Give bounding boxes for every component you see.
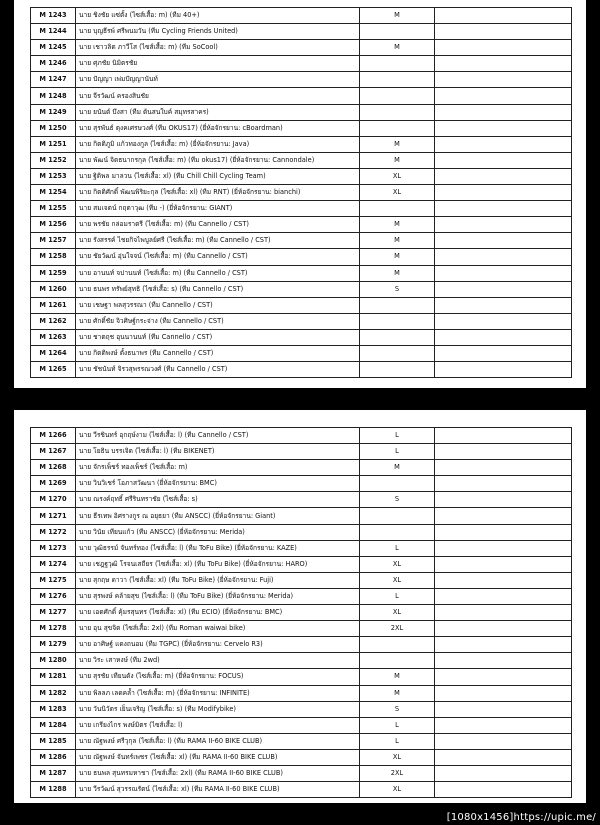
rider-number-cell: M 1261 <box>31 297 76 313</box>
table-row <box>31 40 572 56</box>
shirt-size-cell <box>360 345 435 361</box>
shirt-size-cell <box>360 201 435 217</box>
empty-cell <box>435 444 572 460</box>
shirt-size-cell: M <box>360 217 435 233</box>
shirt-size-cell <box>360 329 435 345</box>
rider-number-cell: M 1260 <box>31 281 76 297</box>
rider-name-cell: นาย ชาตฤช อุนนานนท์ (ทีม Cannello / CST) <box>76 329 360 345</box>
rider-name-cell: นาย จักรเพ็ชร์ ทองเพ็ชร์ (ไซส์เสื้อ: m) <box>76 460 360 476</box>
empty-cell <box>435 233 572 249</box>
shirt-size-cell: M <box>360 136 435 152</box>
rider-name-cell: นาย ณรงค์ฤทธิ์ ศรีรินทราชัย (ไซส์เสื้อ: s) <box>76 492 360 508</box>
table-row <box>31 749 572 765</box>
rider-number-cell: M 1258 <box>31 249 76 265</box>
rider-name-cell: นาย สมเจตน์ กฤตาวุฒ (ทีม -) (ยี่ห้อจักรยาน: GIANT) <box>76 201 360 217</box>
rider-name-cell: นาย เชษฐา พลสุวรรณา (ทีม Cannello / CST) <box>76 297 360 313</box>
empty-cell <box>435 24 572 40</box>
shirt-size-cell: 2XL <box>360 765 435 781</box>
shirt-size-cell: XL <box>360 556 435 572</box>
empty-cell <box>435 56 572 72</box>
rider-number-cell: M 1282 <box>31 685 76 701</box>
rider-name-cell: นาย วินัย เทียนแก้ว (ทีม ANSCC) (ยี่ห้อจักรยาน: Merida) <box>76 524 360 540</box>
empty-cell <box>435 749 572 765</box>
shirt-size-cell: L <box>360 588 435 604</box>
rider-number-cell: M 1244 <box>31 24 76 40</box>
rider-number-cell: M 1264 <box>31 345 76 361</box>
rider-number-cell: M 1251 <box>31 136 76 152</box>
rider-number-cell: M 1247 <box>31 72 76 88</box>
empty-cell <box>435 168 572 184</box>
shirt-size-cell: L <box>360 540 435 556</box>
empty-cell <box>435 265 572 281</box>
rider-number-cell: M 1273 <box>31 540 76 556</box>
shirt-size-cell: XL <box>360 749 435 765</box>
table-row <box>31 168 572 184</box>
rider-name-cell: นาย จีรวัฒน์ ครองสินชัย <box>76 88 360 104</box>
rider-name-cell: นาย ศุภชัย นิมิตรชัย <box>76 56 360 72</box>
shirt-size-cell <box>360 524 435 540</box>
table-row <box>31 717 572 733</box>
empty-cell <box>435 313 572 329</box>
table-row <box>31 460 572 476</box>
table-row <box>31 233 572 249</box>
rider-number-cell: M 1245 <box>31 40 76 56</box>
rider-name-cell: นาย วีรวัฒน์ สุวรรณรัตน์ (ไซส์เสื้อ: xl) (ทีม RAMA II-60 BIKE CLUB) <box>76 782 360 798</box>
table-row <box>31 476 572 492</box>
shirt-size-cell: XL <box>360 605 435 621</box>
rider-name-cell: นาย อุน สุขจิต (ไซส์เสื้อ: 2xl) (ทีม Roman waiwai bike) <box>76 621 360 637</box>
rider-name-cell: นาย พัฒน์ จิตธนากรกุล (ไซส์เสื้อ: m) (ทีม okus17) (ยี่ห้อจักรยาน: Cannondale) <box>76 152 360 168</box>
empty-cell <box>435 540 572 556</box>
table-row <box>31 653 572 669</box>
rider-name-cell: นาย โยธิน บรรเจิด (ไซส์เสื้อ: l) (ทีม BIKENET) <box>76 444 360 460</box>
rider-number-cell: M 1267 <box>31 444 76 460</box>
empty-cell <box>435 297 572 313</box>
table-row <box>31 72 572 88</box>
shirt-size-cell <box>360 72 435 88</box>
rider-name-cell: นาย สุกฤษ ดาวา (ไซส์เสื้อ: xl) (ทีม ToFu Bike) (ยี่ห้อจักรยาน: Fuji) <box>76 572 360 588</box>
rider-name-cell: นาย ชิงชัย แซ่ตั้ง (ไซส์เสื้อ: m) (ทีม 40+) <box>76 8 360 24</box>
empty-cell <box>435 120 572 136</box>
table-row <box>31 345 572 361</box>
shirt-size-cell: M <box>360 265 435 281</box>
empty-cell <box>435 733 572 749</box>
rider-number-cell: M 1274 <box>31 556 76 572</box>
empty-cell <box>435 476 572 492</box>
rider-name-cell: นาย เชฎฐวุฒิ โรจนเสถียร (ไซส์เสื้อ: xl) (ทีม ToFu Bike) (ยี่ห้อจักรยาน: HARO) <box>76 556 360 572</box>
rider-number-cell: M 1266 <box>31 428 76 444</box>
rider-number-cell: M 1276 <box>31 588 76 604</box>
rider-name-cell: นาย พิลลภ เลดคล้ำ (ไซส์เสื้อ: m) (ยี่ห้อจักรยาน: INFINITE) <box>76 685 360 701</box>
image-size-watermark: [1080x1456]https://upic.me/ <box>446 812 596 823</box>
registration-table-1 <box>30 7 572 378</box>
table-row <box>31 281 572 297</box>
shirt-size-cell: M <box>360 669 435 685</box>
shirt-size-cell: XL <box>360 572 435 588</box>
rider-name-cell: นาย กิตติภูมิ แก้วทองกูล (ไซส์เสื้อ: m) (ยี่ห้อจักรยาน: Java) <box>76 136 360 152</box>
table-row <box>31 588 572 604</box>
rider-name-cell: นาย ศักดิ์ชัย จิวศิษฐ์กระจ่าง (ทีม Cannello / CST) <box>76 313 360 329</box>
rider-number-cell: M 1268 <box>31 460 76 476</box>
empty-cell <box>435 40 572 56</box>
rider-name-cell: นาย พรชัย กล่อมราตรี (ไซส์เสื้อ: m) (ทีม Cannello / CST) <box>76 217 360 233</box>
rider-number-cell: M 1284 <box>31 717 76 733</box>
empty-cell <box>435 460 572 476</box>
rider-name-cell: นาย รังสรรค์ ไชยกิจไพบูลย์ศรี (ไซส์เสื้อ: m) (ทีม Cannello / CST) <box>76 233 360 249</box>
shirt-size-cell: XL <box>360 782 435 798</box>
rider-number-cell: M 1280 <box>31 653 76 669</box>
table-row <box>31 24 572 40</box>
rider-name-cell: นาย เกรียงไกร พงษ์มิตร (ไซส์เสื้อ: l) <box>76 717 360 733</box>
rider-name-cell: นาย วีรชินทร์ อุกฤษ์งาม (ไซส์เสื้อ: l) (ทีม Cannello / CST) <box>76 428 360 444</box>
table-row <box>31 428 572 444</box>
rider-name-cell: นาย วุฒิธรรม์ จันทร์ทอง (ไซส์เสื้อ: l) (ทีม ToFu Bike) (ยี่ห้อจักรยาน: KAZE) <box>76 540 360 556</box>
rider-number-cell: M 1243 <box>31 8 76 24</box>
rider-name-cell: นาย ธีรเทพ อิศรางกูร ณ อยุธยา (ทีม ANSCC) (ยี่ห้อจักรยาน: Giant) <box>76 508 360 524</box>
rider-name-cell: นาย วินวิเชร์ โอภาสวัฒนา (ยี่ห้อจักรยาน: BMC) <box>76 476 360 492</box>
shirt-size-cell <box>360 508 435 524</box>
rider-number-cell: M 1279 <box>31 637 76 653</box>
rider-number-cell: M 1248 <box>31 88 76 104</box>
rider-number-cell: M 1275 <box>31 572 76 588</box>
table-row <box>31 297 572 313</box>
rider-name-cell: นาย บุญธีรพ์ ศรีพนมวัน (ทีม Cycling Friends United) <box>76 24 360 40</box>
empty-cell <box>435 653 572 669</box>
table-row <box>31 733 572 749</box>
rider-number-cell: M 1253 <box>31 168 76 184</box>
rider-name-cell: นาย ฐิติพล มาลวน (ไซส์เสื้อ: xl) (ทีม Chill Chill Cycling Team) <box>76 168 360 184</box>
shirt-size-cell: M <box>360 233 435 249</box>
registration-table-2 <box>30 427 572 798</box>
shirt-size-cell <box>360 637 435 653</box>
rider-name-cell: นาย กิตติศักดิ์ พัฒนพิริยะกุล (ไซส์เสื้อ: xl) (ทีม RNT) (ยี่ห้อจักรยาน: bianchi) <box>76 185 360 201</box>
rider-name-cell: นาย อาศิษฐ์ แดงถนอม (ทีม TGPC) (ยี่ห้อจักรยาน: Cervelo R3) <box>76 637 360 653</box>
rider-number-cell: M 1270 <box>31 492 76 508</box>
shirt-size-cell: S <box>360 281 435 297</box>
rider-name-cell: นาย ชัยวัฒน์ อุ่นใจจน์ (ไซส์เสื้อ: m) (ทีม Cannello / CST) <box>76 249 360 265</box>
rider-number-cell: M 1256 <box>31 217 76 233</box>
table-row <box>31 540 572 556</box>
rider-number-cell: M 1281 <box>31 669 76 685</box>
empty-cell <box>435 72 572 88</box>
rider-name-cell: นาย ชัชนันท์ จิรวสุพรรณวงศ์ (ทีม Cannello / CST) <box>76 362 360 378</box>
rider-name-cell: นาย ณัฐพงษ์ จันทร์เพชร (ไซส์เสื้อ: xl) (ทีม RAMA II-60 BIKE CLUB) <box>76 749 360 765</box>
empty-cell <box>435 588 572 604</box>
empty-cell <box>435 88 572 104</box>
empty-cell <box>435 217 572 233</box>
rider-name-cell: นาย อานนท์ จปานนท์ (ไซส์เสื้อ: m) (ทีม Cannello / CST) <box>76 265 360 281</box>
table-row <box>31 637 572 653</box>
rider-name-cell: นาย ธนพร ทรัพย์สุทธิ (ไซส์เสื้อ: s) (ทีม Cannello / CST) <box>76 281 360 297</box>
rider-number-cell: M 1259 <box>31 265 76 281</box>
rider-name-cell: นาย กิตติพงษ์ ตั้งธนาพร (ทีม Cannello / CST) <box>76 345 360 361</box>
empty-cell <box>435 201 572 217</box>
empty-cell <box>435 685 572 701</box>
table-row <box>31 444 572 460</box>
table-row <box>31 701 572 717</box>
shirt-size-cell: L <box>360 717 435 733</box>
table-row <box>31 265 572 281</box>
empty-cell <box>435 717 572 733</box>
table-row <box>31 313 572 329</box>
rider-name-cell: นาย วันนิวัตร เย็นเจริญ (ไซส์เสื้อ: s) (ทีม Modifybike) <box>76 701 360 717</box>
empty-cell <box>435 345 572 361</box>
rider-number-cell: M 1263 <box>31 329 76 345</box>
table-row <box>31 201 572 217</box>
rider-name-cell: นาย สุรพันธ์ ตุงคเศรษวงศ์ (ทีม OKUS17) (ยี่ห้อจักรยาน: cBoardman) <box>76 120 360 136</box>
rider-number-cell: M 1257 <box>31 233 76 249</box>
rider-number-cell: M 1272 <box>31 524 76 540</box>
empty-cell <box>435 136 572 152</box>
table-row <box>31 120 572 136</box>
table-row <box>31 572 572 588</box>
rider-name-cell: นาย ยนันต์ บึงสา (ทีม ต้นสนใบค์ สมุทรสาคร) <box>76 104 360 120</box>
table-row <box>31 556 572 572</box>
rider-number-cell: M 1265 <box>31 362 76 378</box>
shirt-size-cell <box>360 120 435 136</box>
table-row <box>31 765 572 781</box>
table-row <box>31 217 572 233</box>
table-row <box>31 621 572 637</box>
empty-cell <box>435 669 572 685</box>
table-row <box>31 669 572 685</box>
rider-number-cell: M 1255 <box>31 201 76 217</box>
empty-cell <box>435 556 572 572</box>
shirt-size-cell <box>360 653 435 669</box>
empty-cell <box>435 524 572 540</box>
rider-number-cell: M 1262 <box>31 313 76 329</box>
rider-number-cell: M 1278 <box>31 621 76 637</box>
shirt-size-cell: M <box>360 8 435 24</box>
shirt-size-cell: M <box>360 249 435 265</box>
rider-number-cell: M 1285 <box>31 733 76 749</box>
shirt-size-cell: XL <box>360 185 435 201</box>
rider-name-cell: นาย ธนพล สุนทรมหาชา (ไซส์เสื้อ: 2xl) (ทีม RAMA II-60 BIKE CLUB) <box>76 765 360 781</box>
table-row <box>31 329 572 345</box>
empty-cell <box>435 104 572 120</box>
empty-cell <box>435 782 572 798</box>
shirt-size-cell: M <box>360 152 435 168</box>
rider-number-cell: M 1283 <box>31 701 76 717</box>
table-row <box>31 104 572 120</box>
rider-number-cell: M 1252 <box>31 152 76 168</box>
table-row <box>31 782 572 798</box>
empty-cell <box>435 508 572 524</box>
empty-cell <box>435 329 572 345</box>
empty-cell <box>435 281 572 297</box>
rider-name-cell: นาย ปัญญา เพ่มปัญญานันท์ <box>76 72 360 88</box>
shirt-size-cell <box>360 297 435 313</box>
shirt-size-cell: S <box>360 701 435 717</box>
table-row <box>31 56 572 72</box>
table-row <box>31 524 572 540</box>
table-row <box>31 88 572 104</box>
empty-cell <box>435 249 572 265</box>
shirt-size-cell: S <box>360 492 435 508</box>
rider-number-cell: M 1288 <box>31 782 76 798</box>
empty-cell <box>435 605 572 621</box>
shirt-size-cell: L <box>360 444 435 460</box>
shirt-size-cell <box>360 104 435 120</box>
rider-number-cell: M 1249 <box>31 104 76 120</box>
shirt-size-cell <box>360 476 435 492</box>
document-page-2 <box>14 410 586 803</box>
shirt-size-cell: M <box>360 460 435 476</box>
rider-number-cell: M 1286 <box>31 749 76 765</box>
rider-number-cell: M 1250 <box>31 120 76 136</box>
shirt-size-cell <box>360 313 435 329</box>
rider-number-cell: M 1271 <box>31 508 76 524</box>
table-row <box>31 508 572 524</box>
table-row <box>31 8 572 24</box>
shirt-size-cell <box>360 56 435 72</box>
empty-cell <box>435 8 572 24</box>
rider-name-cell: นาย วิระ เสาหงษ์ (ทีม 2wd) <box>76 653 360 669</box>
document-page-1 <box>14 0 586 388</box>
shirt-size-cell <box>360 24 435 40</box>
rider-name-cell: นาย สุรพงษ์ คล้ายสุข (ไซส์เสื้อ: l) (ทีม ToFu Bike) (ยี่ห้อจักรยาน: Merida) <box>76 588 360 604</box>
table-row <box>31 136 572 152</box>
empty-cell <box>435 765 572 781</box>
shirt-size-cell <box>360 88 435 104</box>
shirt-size-cell: XL <box>360 168 435 184</box>
shirt-size-cell: L <box>360 733 435 749</box>
rider-number-cell: M 1287 <box>31 765 76 781</box>
rider-number-cell: M 1269 <box>31 476 76 492</box>
empty-cell <box>435 362 572 378</box>
table-row <box>31 185 572 201</box>
shirt-size-cell <box>360 362 435 378</box>
table-row <box>31 492 572 508</box>
shirt-size-cell: 2XL <box>360 621 435 637</box>
shirt-size-cell: M <box>360 685 435 701</box>
table-row <box>31 249 572 265</box>
shirt-size-cell: M <box>360 40 435 56</box>
rider-name-cell: นาย สุรชัย เทียนดัง (ไซส์เสื้อ: m) (ยี่ห้อจักรยาน: FOCUS) <box>76 669 360 685</box>
rider-number-cell: M 1246 <box>31 56 76 72</box>
empty-cell <box>435 185 572 201</box>
table-row <box>31 362 572 378</box>
rider-name-cell: นาย ณัฐพงษ์ ศรีวุกุล (ไซส์เสื้อ: l) (ทีม RAMA II-60 BIKE CLUB) <box>76 733 360 749</box>
rider-name-cell: นาย เชาวลิต ภาวีโส (ไซส์เสื้อ: m) (ทีม SoCool) <box>76 40 360 56</box>
rider-number-cell: M 1254 <box>31 185 76 201</box>
rider-name-cell: นาย เอดศักดิ์ คุ้มรสุนทร (ไซส์เสื้อ: xl) (ทีม ECIO) (ยี่ห้อจักรยาน: BMC) <box>76 605 360 621</box>
empty-cell <box>435 428 572 444</box>
empty-cell <box>435 152 572 168</box>
empty-cell <box>435 572 572 588</box>
empty-cell <box>435 492 572 508</box>
table-row <box>31 685 572 701</box>
table-row <box>31 152 572 168</box>
rider-number-cell: M 1277 <box>31 605 76 621</box>
empty-cell <box>435 637 572 653</box>
shirt-size-cell: L <box>360 428 435 444</box>
empty-cell <box>435 701 572 717</box>
empty-cell <box>435 621 572 637</box>
table-row <box>31 605 572 621</box>
